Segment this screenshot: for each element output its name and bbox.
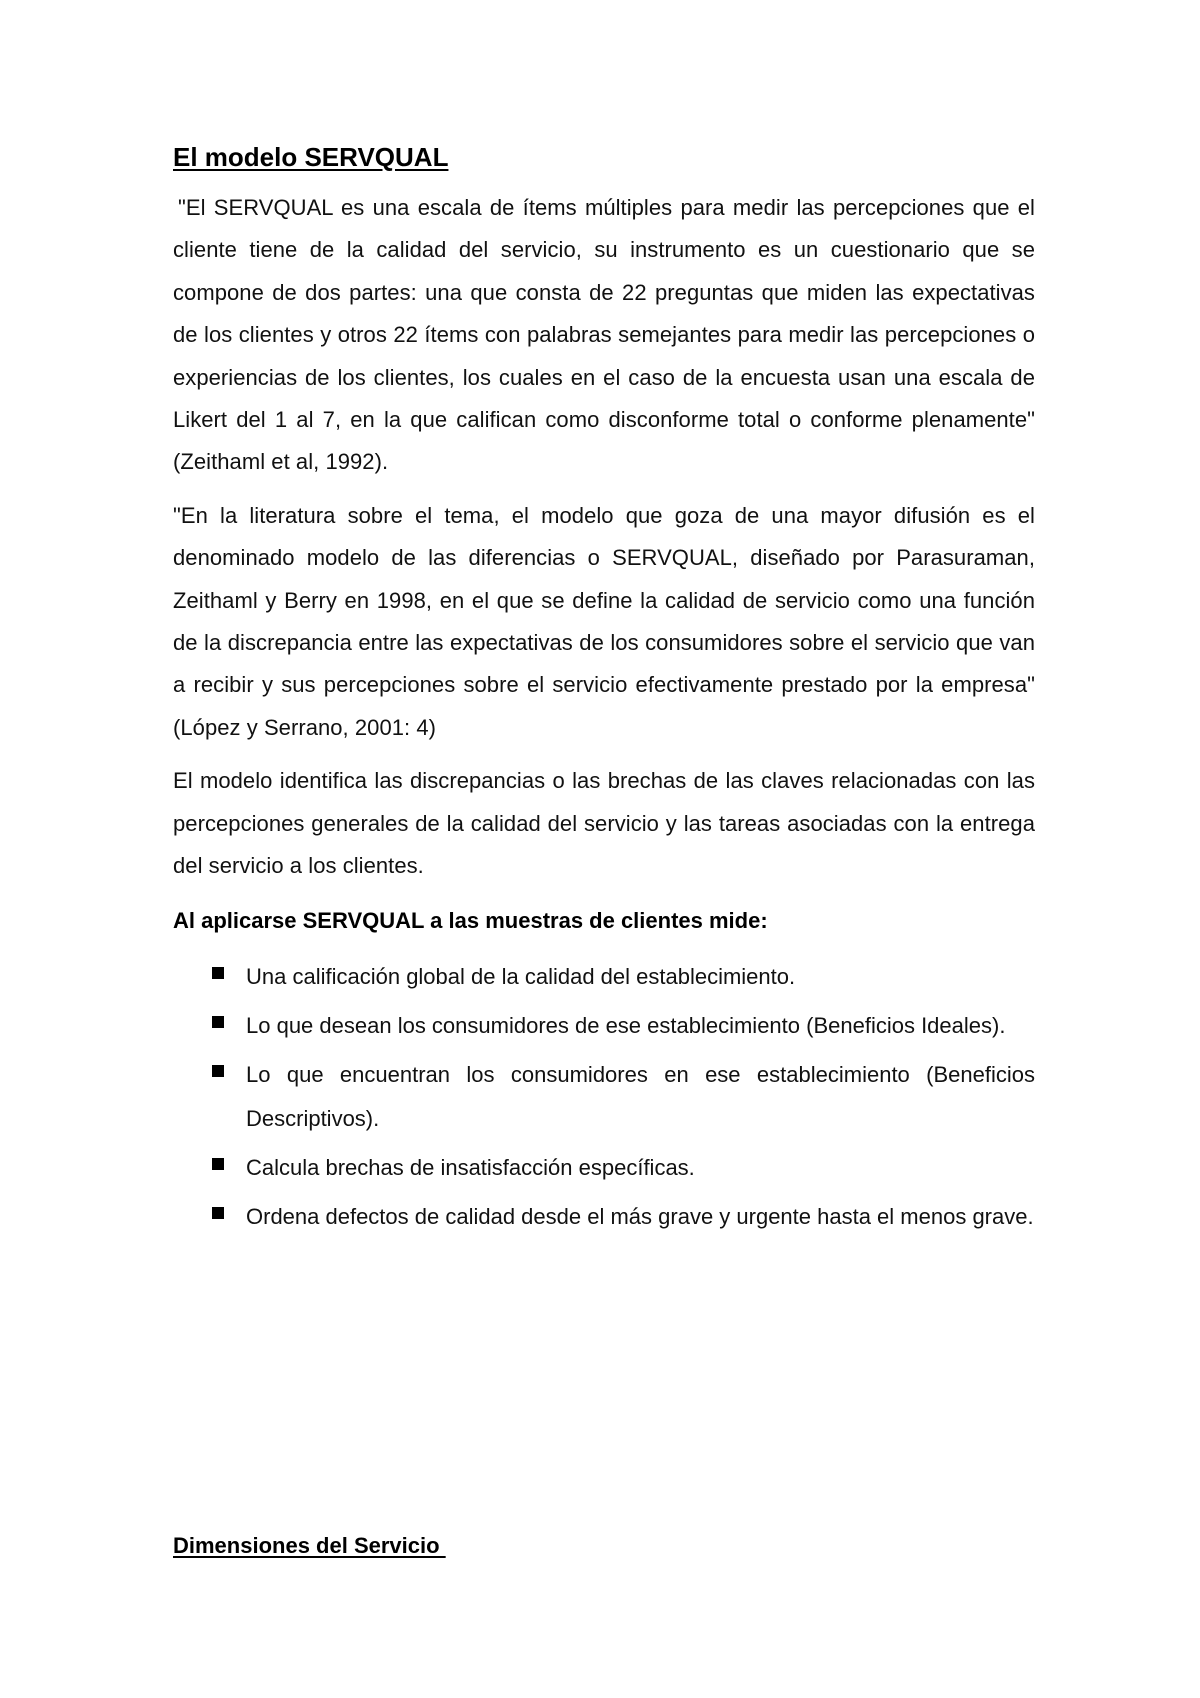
page-title: El modelo SERVQUAL xyxy=(173,142,449,172)
list-item-text: Lo que desean los consumidores de ese establecimiento (Beneficios Ideales). xyxy=(246,1012,1006,1038)
section-title-dimensiones: Dimensiones del Servicio xyxy=(173,1533,446,1558)
measures-list xyxy=(173,955,1035,1239)
paragraph-servqual-definition: "El SERVQUAL es una escala de ítems múltiples para medir las percepciones que el cliente tiene de la calidad del servicio, su instrumento es un cuestionario que se compone de dos partes: una que consta de 22 preguntas que miden las expectativas de los clientes y otros 22 ítems con palabras semejantes para medir las percepciones o experiencias de los clientes, los cuales en el caso de la encuesta usan una escala de Likert del 1 al 7, en la que califican como disconforme total o conforme plenamente" (Zeithaml et al, 1992). xyxy=(173,195,1035,475)
measures-subheading: Al aplicarse SERVQUAL a las muestras de clientes mide: xyxy=(173,907,768,933)
list-item-text: Calcula brechas de insatisfacción específicas. xyxy=(246,1154,695,1180)
square-bullet-icon xyxy=(212,1207,224,1219)
document-body xyxy=(173,140,1035,1244)
list-item xyxy=(173,1004,1035,1048)
paragraph-model-gaps: El modelo identifica las discrepancias o las brechas de las claves relacionadas con las percepciones generales de la calidad del servicio y las tareas asociadas con la entrega del servicio a los clientes. xyxy=(173,768,1035,879)
square-bullet-icon xyxy=(212,1158,224,1170)
square-bullet-icon xyxy=(212,967,224,979)
list-item xyxy=(173,1146,1035,1190)
list-item-text: Una calificación global de la calidad del establecimiento. xyxy=(246,963,796,989)
list-item xyxy=(173,955,1035,999)
paragraph-literature-quote: "En la literatura sobre el tema, el modelo que goza de una mayor difusión es el denominado modelo de las diferencias o SERVQUAL, diseñado por Parasuraman, Zeithaml y Berry en 1998, en el que se define la calidad de servicio como una función de la discrepancia entre las expectativas de los consumidores sobre el servicio que van a recibir y sus percepciones sobre el servicio efectivamente prestado por la empresa" (López y Serrano, 2001: 4) xyxy=(173,502,1035,740)
list-item-text: Lo que encuentran los consumidores en ese establecimiento (Beneficios Descriptivos). xyxy=(246,1061,1035,1131)
square-bullet-icon xyxy=(212,1016,224,1028)
list-item xyxy=(173,1053,1035,1141)
list-item-text: Ordena defectos de calidad desde el más grave y urgente hasta el menos grave. xyxy=(246,1203,1034,1229)
square-bullet-icon xyxy=(212,1065,224,1077)
list-item xyxy=(173,1195,1035,1239)
